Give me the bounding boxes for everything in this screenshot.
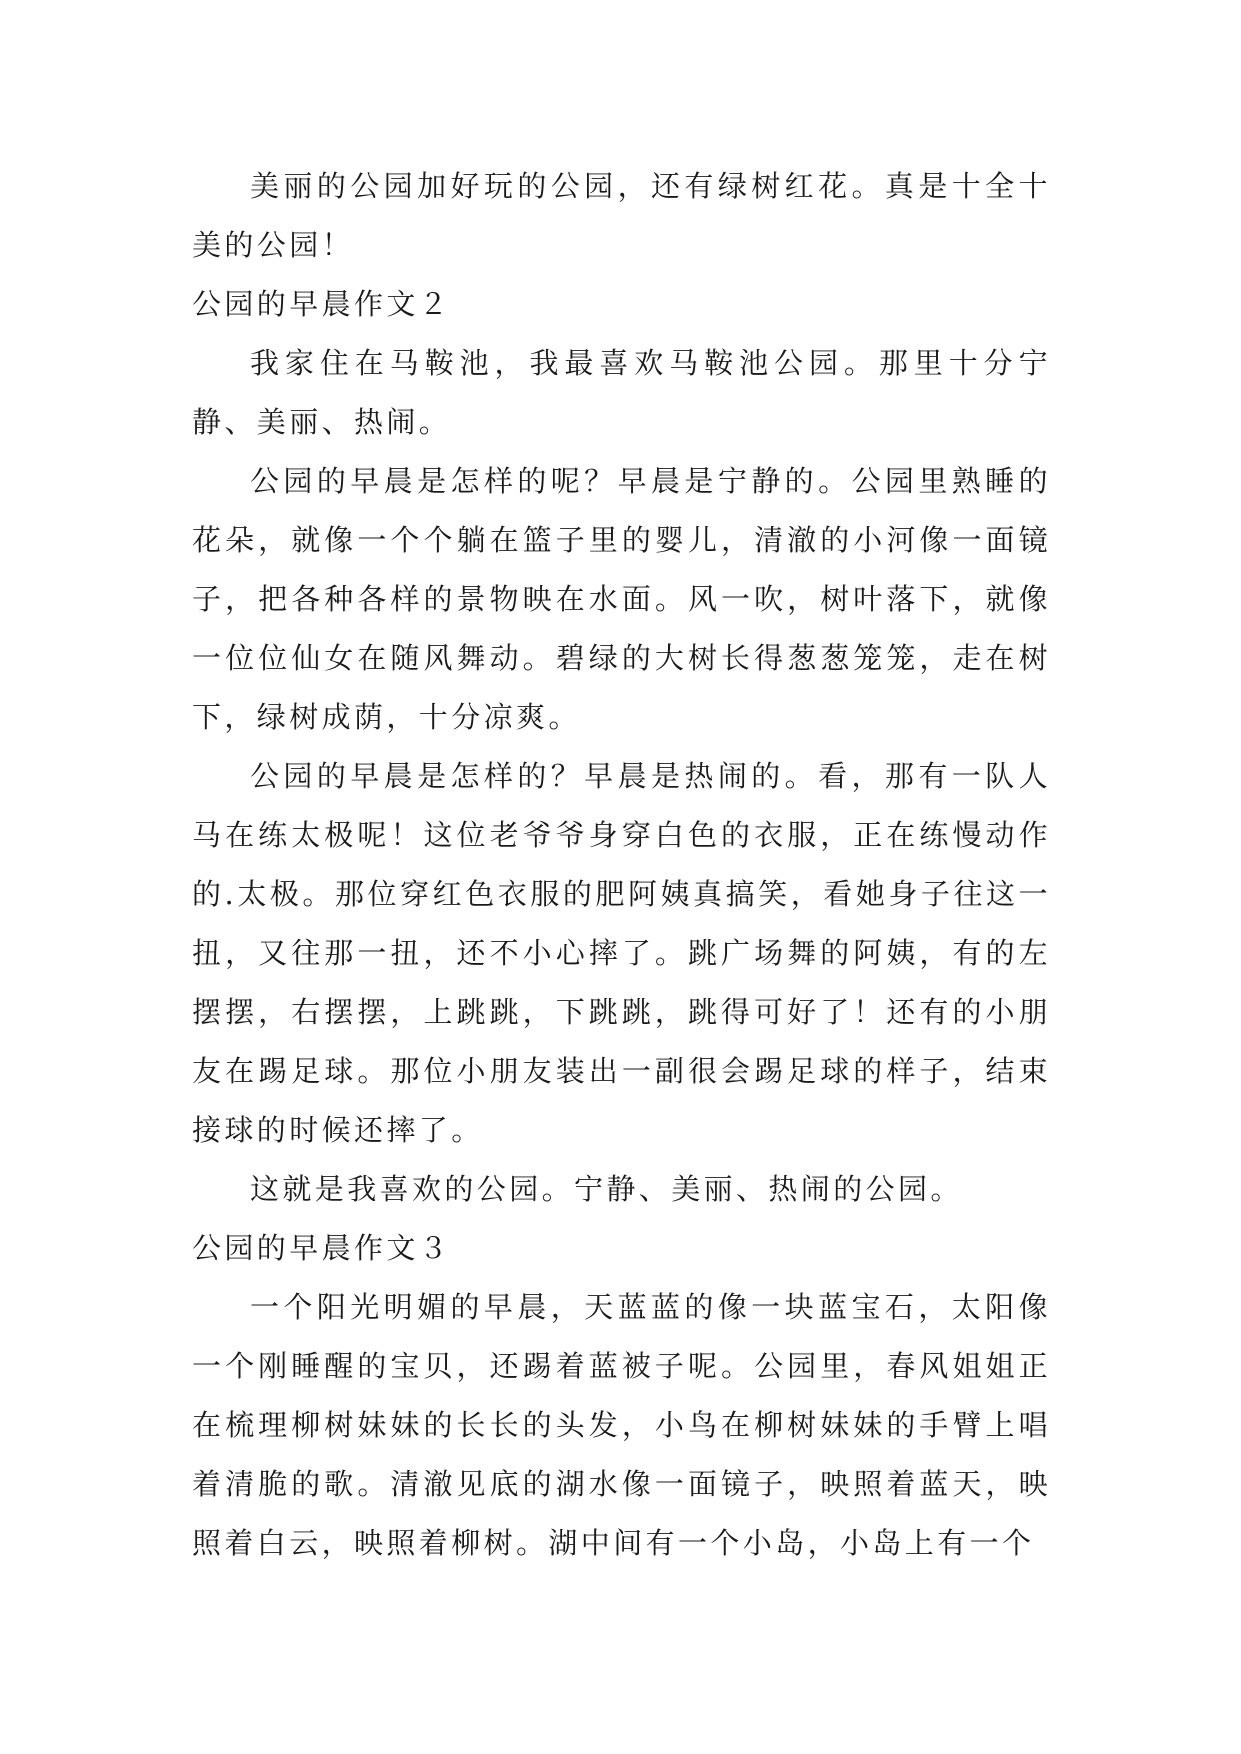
paragraph-conclusion: 这就是我喜欢的公园。宁静、美丽、热闹的公园。 xyxy=(250,1172,963,1206)
essay-title-2: 公园的早晨作文２ xyxy=(192,287,452,321)
essay-body xyxy=(192,157,1051,1573)
paragraph-sunny-morning: 一个阳光明媚的早晨，天蓝蓝的像一块蓝宝石，太阳像一个刚睡醒的宝贝，还踢着蓝被子呢。公园里，春风姐姐正在梳理柳树妹妹的长长的头发，小鸟在柳树妹妹的手臂上唱着清脆的歌。清澈见底的湖水像一面镜子，映照着蓝天，映照着白云，映照着柳树。湖中间有一个小岛，小岛上有一个 xyxy=(192,1290,1051,1560)
paragraph-intro: 我家住在马鞍池，我最喜欢马鞍池公园。那里十分宁静、美丽、热闹。 xyxy=(192,346,1051,439)
paragraph-lively-morning: 公园的早晨是怎样的？早晨是热闹的。看，那有一队人马在练太极呢！这位老爷爷身穿白色的衣服，正在练慢动作的.太极。那位穿红色衣服的肥阿姨真搞笑，看她身子往这一扭，又往那一扭，还不小心摔了。跳广场舞的阿姨，有的左摆摆，右摆摆，上跳跳，下跳跳，跳得可好了！还有的小朋友在踢足球。那位小朋友装出一副很会踢足球的样子，结束接球的时候还摔了。 xyxy=(192,759,1051,1147)
paragraph-quiet-morning: 公园的早晨是怎样的呢？早晨是宁静的。公园里熟睡的花朵，就像一个个躺在篮子里的婴儿，清澈的小河像一面镜子，把各种各样的景物映在水面。风一吹，树叶落下，就像一位位仙女在随风舞动。碧绿的大树长得葱葱笼笼，走在树下，绿树成荫，十分凉爽。 xyxy=(192,464,1051,734)
paragraph-park-summary: 美丽的公园加好玩的公园，还有绿树红花。真是十全十美的公园！ xyxy=(192,169,1051,262)
essay-title-3: 公园的早晨作文３ xyxy=(192,1231,452,1265)
